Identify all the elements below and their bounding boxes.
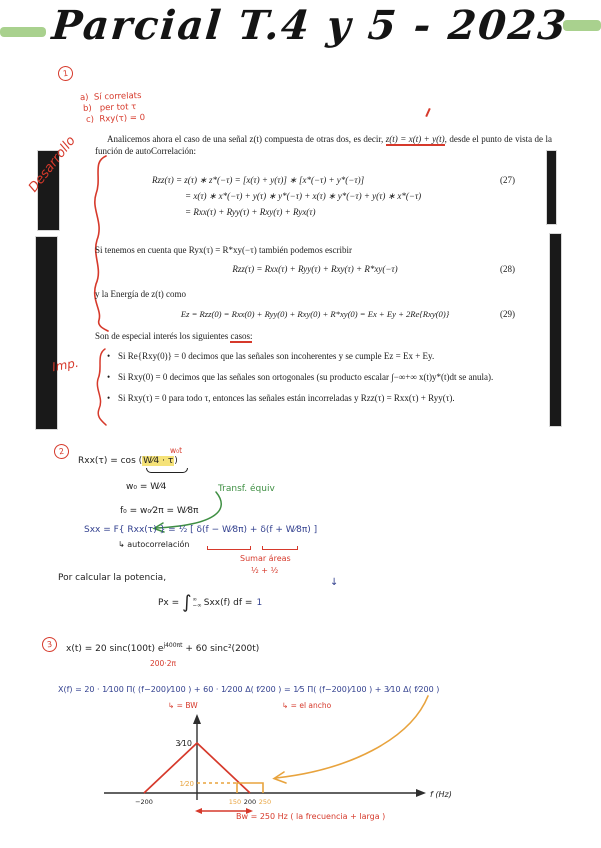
margin-note-imp: Imp. [50, 355, 80, 375]
red-tick-mark [425, 108, 430, 117]
equation-27-tag: (27) [500, 175, 515, 185]
bullet-marker: • [107, 393, 111, 403]
equation-29: Ez = Rzz(0) = Rxx(0) + Ryy(0) + Rxy(0) + R*xy(0) = Ex + Ey + 2Re{Rxy(0)} [180, 309, 450, 319]
problem-2-line5: Por calcular la potencia, [58, 573, 167, 583]
equation-28: Rzz(τ) = Rxx(τ) + Ryy(τ) + Rxy(τ) + R*xy(−τ) [232, 264, 398, 274]
textbook-paragraph-3: y la Energía de z(t) como [95, 289, 187, 299]
equation-27-line1: Rzz(τ) = z(τ) ∗ z*(−τ) = [x(τ) + y(τ)] ∗ [x*(−τ) + y*(−τ)] [152, 175, 365, 185]
para1-underlined-formula: z(t) = x(t) + y(t) [385, 134, 445, 144]
problem-2-power-integral [158, 592, 262, 613]
integral-upper-limit: ∞ [192, 596, 198, 603]
bandwidth-note: Bw = 250 Hz ( la frecuencia + larga ) [236, 812, 386, 821]
power-pre: Px = [158, 597, 180, 608]
bullet-marker: • [107, 372, 111, 382]
item-c-text: Rxy(τ) = 0 [99, 112, 146, 125]
xt-pre: x(t) = 20 sinc(100t) e [66, 644, 164, 654]
equation-28-tag: (28) [500, 264, 515, 274]
line1-pre: Rxx(τ) = cos ( [78, 456, 143, 466]
textbook-paragraph-2: Si tenemos en cuenta que Ryx(τ) = R*xy(−τ) también podemos escribir [95, 245, 352, 255]
problem-2-red-note-sum: Sumar áreas [240, 554, 291, 563]
textbook-paragraph-4 [95, 331, 552, 343]
para4-underlined-word: casos: [230, 331, 253, 341]
para1-pre: Analicemos ahora el caso de una señal z(t) compuesta de otras dos, es decir, [107, 134, 386, 144]
equation-29-tag: (29) [500, 309, 515, 319]
level-value-label: 1⁄20 [179, 780, 194, 788]
red-span-arrowhead-left [195, 808, 202, 814]
problem-1-number: 1 [57, 65, 74, 82]
red-brace-bullets [92, 346, 111, 428]
line1-post: ) [174, 456, 178, 466]
problem-3-signal [66, 642, 259, 654]
red-underbracket-delta1 [207, 546, 251, 550]
problem-2-line1 [78, 456, 178, 466]
tick-label-200: 200 [243, 798, 257, 806]
textbook-bullet-list [107, 351, 551, 414]
textbook-paragraph-1 [95, 134, 552, 157]
integral-lower-limit: −∞ [192, 602, 202, 609]
bullet-item-3 [107, 393, 551, 405]
problem-3-spectrum-note-2: ↳ = el ancho [282, 701, 332, 710]
problem-1-item-c [86, 113, 145, 125]
redaction-bar-left-2 [35, 236, 58, 430]
problem-3-spectrum-note-1: ↳ = BW [168, 701, 198, 710]
x-axis-arrowhead [416, 789, 426, 797]
power-post: Sxx(f) df = [203, 597, 253, 608]
integral-sign: ∫ [182, 592, 192, 613]
tick-label-neg200: −200 [135, 798, 153, 806]
problem-3-number: 3 [41, 636, 58, 653]
equation-27-line3: = Rxx(τ) + Ryy(τ) + Rxy(τ) + Ryx(τ) [185, 207, 316, 217]
bullet-2-text: Si Rxy(0) = 0 decimos que las señales son ortogonales (su producto escalar ∫−∞+∞ x(t)y*(t)dt se anula). [118, 372, 494, 382]
problem-2-line2: w₀ = W⁄4 [126, 482, 167, 492]
underbracket-cos-argument [146, 468, 188, 473]
problem-2-line4-note: ↳ autocorrelación [118, 540, 190, 549]
item-b-label: b) [82, 103, 92, 114]
axis-label-frequency: f (Hz) [430, 790, 452, 799]
xt-exponent: j400πt [163, 642, 183, 649]
problem-2-line1-note: w₀t [170, 446, 183, 455]
green-highlight-dash-right [563, 20, 601, 31]
bullet-marker: • [107, 351, 111, 361]
item-c-label: c) [85, 114, 95, 126]
problem-2-red-note-halves: ½ + ½ [251, 566, 279, 575]
margin-note-desarrollo: Desarrollo [26, 133, 79, 196]
item-b-text: per tot τ [99, 102, 137, 114]
problem-1-item-b [83, 102, 137, 114]
power-result: 1 [256, 597, 263, 608]
bullet-item-2 [107, 372, 551, 384]
peak-value-label: 3⁄10 [175, 739, 192, 748]
line1-highlighted-fraction: W⁄4 · τ [143, 456, 174, 466]
blue-down-arrow: ↓ [330, 577, 339, 588]
red-underbracket-delta2 [262, 546, 298, 550]
tick-label-150: 150 [228, 798, 242, 806]
page-title: Parcial T.4 y 5 - 2023 [49, 2, 570, 49]
green-highlight-dash-left [0, 27, 46, 37]
item-a-label: a) [79, 92, 89, 104]
y-axis-arrowhead [193, 714, 201, 724]
problem-2-number: 2 [53, 443, 70, 460]
problem-2-line3: f₀ = w₀⁄2π = W⁄8π [120, 506, 199, 516]
para1-post: , desde el punto de vista de la función de autoCorrelación: [95, 134, 552, 156]
para4-pre: Son de especial interés los siguientes [95, 331, 231, 341]
xt-post: + 60 sinc²(200t) [182, 644, 260, 654]
tick-label-250: 250 [258, 798, 272, 806]
problem-3-spectrum: X(f) = 20 · 1⁄100 Π( (f−200)⁄100 ) + 60 · 1⁄200 Δ( f⁄200 ) = 1⁄5 Π( (f−200)⁄100 ) + 3⁄10 Δ( f⁄200 ) [58, 685, 440, 694]
item-a-text: Sí correlats [93, 90, 142, 103]
spectrum-sketch-graph [98, 712, 460, 818]
problem-3-exponent-note: 200·2π [150, 659, 176, 668]
problem-2-green-note: Transf. équiv [218, 484, 275, 494]
bullet-1-text: Si Re{Rxy(0)} = 0 decimos que las señales son incoherentes y se cumple Ez = Ex + Ey. [118, 351, 435, 361]
problem-2-line4-spectrum: Sxx = F{ Rxx(τ) } = ½ [ δ(f − W⁄8π) + δ(f + W⁄8π) ] [84, 525, 318, 535]
integral-limits [193, 597, 202, 609]
red-brace-equations [84, 152, 110, 334]
bullet-item-1 [107, 351, 551, 363]
redaction-bar-right-1 [546, 150, 557, 225]
equation-27-line2: = x(τ) ∗ x*(−τ) + y(τ) ∗ y*(−τ) + x(τ) ∗ y*(−τ) + y(τ) ∗ x*(−τ) [185, 191, 422, 201]
bullet-3-text: Si Rxy(τ) = 0 para todo τ, entonces las señales están incorreladas y Rzz(τ) = Rxx(τ) + Ryy(τ). [118, 393, 455, 403]
